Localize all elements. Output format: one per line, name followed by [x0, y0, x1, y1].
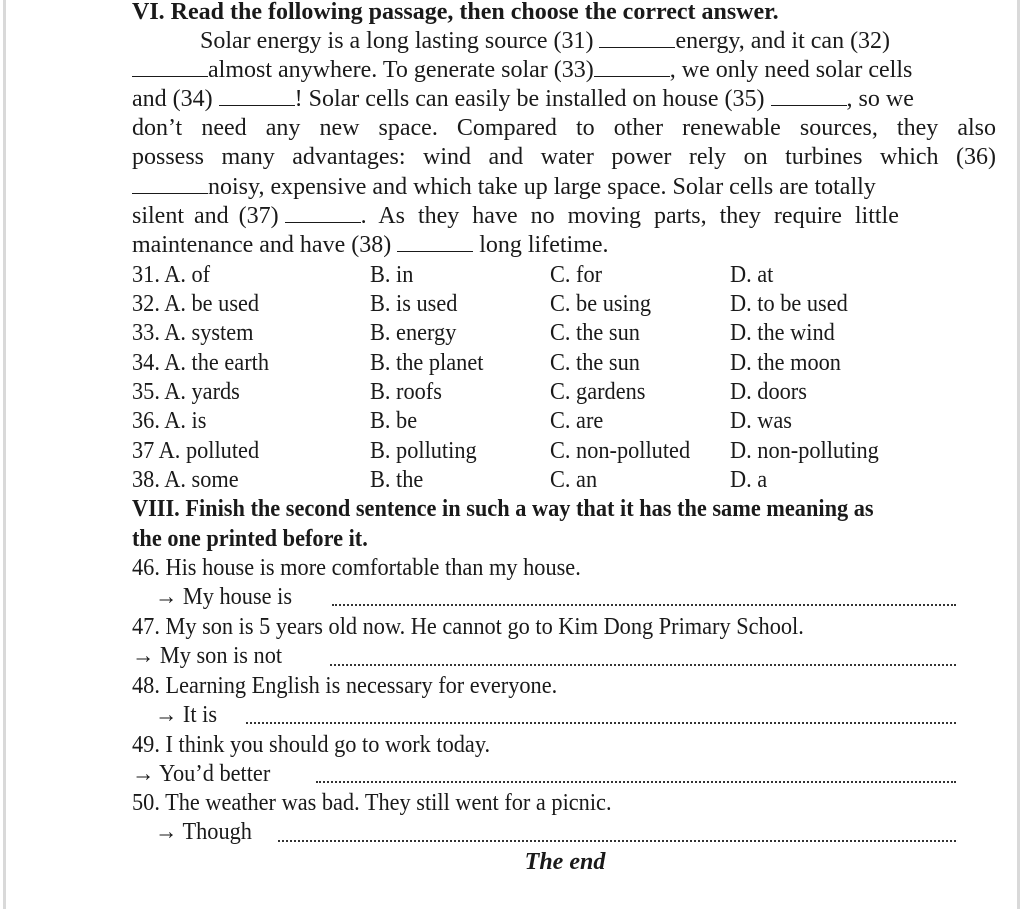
passage-line-5: possess many advantages: wind and water power rely on turbines which (36): [132, 144, 996, 170]
option-a: 34. A. the earth: [132, 350, 269, 376]
answer-prefix: → It is: [155, 702, 218, 728]
question-37: [132, 437, 1012, 466]
page-left-edge: [3, 0, 6, 909]
item-50-prompt: [132, 789, 996, 818]
prompt-text: 50. The weather was bad. They still went for a picnic.: [132, 790, 612, 816]
blank-32: [132, 56, 208, 77]
passage-line-3: [132, 85, 996, 114]
section-viii-heading-line-1: [132, 495, 996, 524]
option-c: C. non-polluted: [550, 438, 691, 464]
passage-text: almost anywhere. To generate solar (33): [208, 57, 594, 83]
option-c: C. gardens: [550, 379, 646, 405]
blank-36: [132, 173, 208, 194]
prompt-text: 48. Learning English is necessary for everyone.: [132, 673, 558, 699]
item-47-prompt: [132, 613, 996, 642]
answer-prefix: → My house is: [155, 584, 293, 610]
item-48-answer-start: [155, 701, 355, 730]
passage-line-4: don’t need any new space. Compared to other renewable sources, they also: [132, 115, 996, 141]
passage-text: . As they have no moving parts, they require little: [360, 203, 899, 229]
prompt-text: 47. My son is 5 years old now. He cannot go to Kim Dong Primary School.: [132, 614, 804, 640]
blank-35: [771, 85, 847, 106]
question-36: [132, 407, 1012, 436]
blank-31: [599, 27, 675, 48]
item-49-answer-line[interactable]: [316, 781, 956, 783]
blank-38: [397, 231, 473, 252]
passage-line-8: [132, 231, 996, 260]
section-viii-heading-line-2: [132, 525, 996, 554]
option-d: D. the moon: [730, 350, 841, 376]
heading-text: VIII. Finish the second sentence in such a way that it has the same meaning as: [132, 496, 874, 522]
item-48-prompt: [132, 672, 996, 701]
item-47-answer-line[interactable]: [330, 664, 956, 666]
option-c: C. for: [550, 262, 603, 288]
question-38: [132, 466, 1012, 495]
blank-34: [219, 85, 295, 106]
option-b: B. in: [370, 262, 414, 288]
answer-prefix: → My son is not: [132, 643, 283, 669]
passage-line-7: [132, 202, 996, 231]
option-b: B. be: [370, 408, 418, 434]
question-35: [132, 378, 1012, 407]
option-c: C. be using: [550, 291, 652, 317]
question-34: [132, 349, 1012, 378]
option-a: 32. A. be used: [132, 291, 260, 317]
section-vi-heading: VI. Read the following passage, then choose the correct answer.: [132, 0, 779, 25]
prompt-text: 49. I think you should go to work today.: [132, 732, 491, 758]
option-a: 36. A. is: [132, 408, 207, 434]
option-d: D. at: [730, 262, 774, 288]
option-a: 37 A. polluted: [132, 438, 260, 464]
item-50-answer-start: [155, 818, 355, 847]
passage-line-2: [132, 56, 996, 85]
passage-text: maintenance and have (38): [132, 232, 392, 258]
option-b: B. the: [370, 467, 424, 493]
option-a: 38. A. some: [132, 467, 239, 493]
item-49-answer-start: [132, 760, 332, 789]
option-c: C. are: [550, 408, 604, 434]
option-d: D. a: [730, 467, 768, 493]
option-d: D. was: [730, 408, 792, 434]
blank-33: [594, 56, 670, 77]
passage-text: ! Solar cells can easily be installed on house (35): [294, 86, 765, 112]
option-c: C. the sun: [550, 320, 640, 346]
option-d: D. non-polluting: [730, 438, 879, 464]
passage-text: long lifetime.: [479, 232, 609, 258]
passage-line-1: [200, 27, 996, 56]
passage-text: , so we: [846, 86, 914, 112]
answer-prefix: → You’d better: [132, 761, 271, 787]
option-a: 33. A. system: [132, 320, 254, 346]
blank-37: [285, 202, 361, 223]
item-50-answer-line[interactable]: [278, 840, 956, 842]
option-d: D. to be used: [730, 291, 848, 317]
option-a: 31. A. of: [132, 262, 211, 288]
option-b: B. roofs: [370, 379, 442, 405]
option-b: B. energy: [370, 320, 457, 346]
option-a: 35. A. yards: [132, 379, 240, 405]
item-47-answer-start: [132, 642, 332, 671]
option-d: D. the wind: [730, 320, 835, 346]
prompt-text: 46. His house is more comfortable than my house.: [132, 555, 581, 581]
option-c: C. the sun: [550, 350, 640, 376]
passage-text: , we only need solar cells: [669, 57, 913, 83]
item-49-prompt: [132, 731, 996, 760]
option-d: D. doors: [730, 379, 807, 405]
item-48-answer-line[interactable]: [246, 722, 956, 724]
question-33: [132, 319, 1012, 348]
passage-text: silent and (37): [132, 203, 279, 229]
passage-line-6: [132, 173, 996, 202]
heading-text: the one printed before it.: [132, 526, 368, 552]
passage-text: Solar energy is a long lasting source (31): [200, 28, 594, 54]
item-46-answer-line[interactable]: [332, 604, 956, 606]
passage-text: noisy, expensive and which take up large space. Solar cells are totally: [208, 174, 876, 200]
the-end-label: The end: [524, 849, 606, 875]
passage-text: and (34): [132, 86, 213, 112]
question-32: [132, 290, 1012, 319]
answer-prefix: → Though: [155, 819, 252, 845]
question-31: [132, 261, 1012, 290]
passage-text: energy, and it can (32): [675, 28, 891, 54]
item-46-answer-start: [155, 583, 355, 612]
option-b: B. polluting: [370, 438, 477, 464]
option-c: C. an: [550, 467, 598, 493]
page-right-edge: [1017, 0, 1020, 909]
option-b: B. is used: [370, 291, 458, 317]
option-b: B. the planet: [370, 350, 484, 376]
item-46-prompt: [132, 554, 996, 583]
